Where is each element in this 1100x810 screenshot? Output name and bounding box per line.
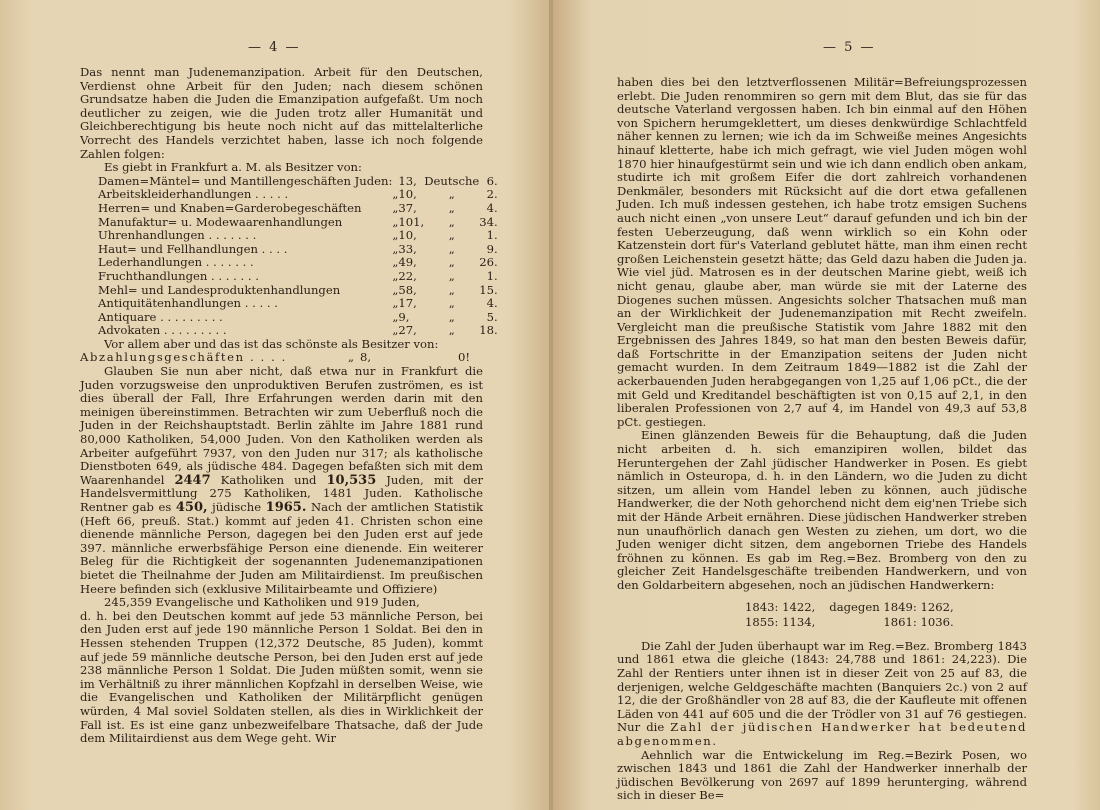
abz-deutsche: 0! <box>457 350 470 365</box>
ditto-mark: „ <box>392 323 399 338</box>
bold-number: 450, <box>175 500 208 515</box>
bold-number: 10,535 <box>326 472 377 488</box>
table-row <box>98 256 498 270</box>
intro-paragraph: Das nennt man Judenemanzipation. Arbeit für den Deutschen, Verdienst ohne Arbeit für den Juden; nach diesem schönen Grundsatze haben die Juden die Emanzipation aufgefaßt. Um noch deutlicher zu zeigen, wie die Juden trotz aller Humanität und Gleichberechtigung bis heute noch nicht auf das mittelalterliche Vorrecht des Handels verzichtet haben, lasse ich noch folgende Zahlen folgen: <box>80 65 483 161</box>
row-deutsche-label: „ <box>448 323 455 338</box>
row-name: Advokaten . . . . . . . . . <box>98 323 227 338</box>
row-deutsche-label: „ <box>448 255 455 270</box>
row-name: Haut= und Fellhandlungen . . . . <box>98 241 288 256</box>
row-deutsche: 6. <box>486 173 498 188</box>
paragraph-4: Aehnlich war die Entwickelung im Reg.=Bezirk Posen, wo zwischen 1843 und 1861 die Zahl der Handwerker innerhalb der jüdischen Bevölkerung von 2697 auf 1899 herunterging, während sich in dieser Be= <box>617 747 1027 803</box>
row-deutsche: 4. <box>486 296 498 311</box>
table-row <box>98 297 498 311</box>
paragraph-3: Die Zahl der Juden überhaupt war im Reg.=Bez. Bromberg 1843 und 1861 etwa die gleiche (1843: 24,788 und 1861: 24,223). Die Zahl der Rentiers unter ihnen ist in dieser Zeit von 25 auf 83, die derjenigen, welche Geldgeschäfte machten (Banquiers 2c.) von 2 auf 12, die der Großhändler von 28 auf 83, die der Kaufleute mit offenen Läden von 441 auf 605 und die der Trödler von 31 auf 76 gestiegen. Nur die Zahl der jüdischen Handwerker hat bedeutend abgenommen. <box>617 638 1027 748</box>
row-deutsche: 18. <box>479 323 498 338</box>
ditto-mark: „ <box>392 296 399 311</box>
ditto-mark: „ <box>392 241 399 256</box>
row-deutsche-label: „ <box>448 228 455 243</box>
row-deutsche: 1. <box>486 268 498 283</box>
census-row: 1843: 1422, dagegen 1849: 1262, <box>745 599 954 614</box>
row-name: Mehl= und Landesproduktenhandlungen <box>98 282 341 297</box>
row-juden: 101, <box>398 214 425 229</box>
census-row: 1855: 1134, 1861: 1036. <box>745 615 954 630</box>
table-row <box>98 229 498 243</box>
row-deutsche-label: „ <box>448 214 455 229</box>
row-deutsche: 9. <box>486 241 498 256</box>
abz-juden: 8, <box>360 350 372 365</box>
left-page-text <box>80 65 498 746</box>
table-row <box>98 202 498 216</box>
bold-number: 1965. <box>265 500 307 515</box>
business-owners-table <box>98 175 498 338</box>
ditto-mark: „ <box>392 255 399 270</box>
ditto-mark: „ <box>392 187 399 202</box>
row-deutsche: 4. <box>486 200 498 215</box>
row-juden: 37, <box>398 200 417 215</box>
table-row <box>98 243 498 257</box>
table-row <box>98 175 498 189</box>
row-name: Uhrenhandlungen . . . . . . . <box>98 228 257 243</box>
row-deutsche: 26. <box>479 255 498 270</box>
row-name: Lederhandlungen . . . . . . . <box>98 255 254 270</box>
paragraph-1: haben dies bei den letztverflossenen Militär=Befreiungsprozessen erlebt. Die Juden renommiren so gern mit dem Blut, das sie für das deutsche Vaterland vergossen haben. Ich bin einmal auf den Höhen von Spichern herumgeklettert, um dieses denkwürdige Schlachtfeld näher kennen zu lernen; wie ich da im Schweiße meines Angesichts hinauf kletterte, habe ich mich gefragt, wie viel Juden mögen wohl 1870 hier hinaufgestürmt sein und wie ich dann endlich oben ankam, studirte ich mit großem Eifer die dort zahlreich vorhandenen Denkmäler, besonders mit Rücksicht auf die dort etwa gefallenen Juden. Ich muß indessen gestehen, ich habe trotz emsigen Suchens auch nicht einen „von unsere Leut“ darauf gefunden und ich bin der festen Ueberzeugung, daß wenn wirklich so ein Kohn oder Katzenstein dort für's Vaterland geblutet hätte, man ihm einen recht großen Leichenstein gesetzt hätte; das Geld dazu haben die Juden ja. Wie viel jüd. Matrosen es in der deutschen Marine giebt, weiß ich nicht genau, glaube aber, man würde sie mit der Laterne des Diogenes suchen müssen. Angesichts solcher Thatsachen muß man an der Wirklichkeit der Judenemanzipation mit Recht zweifeln. Vergleicht man die preußische Statistik vom Jahre 1882 mit den Ergebnissen des Jahres 1849, so hat man den besten Beweis dafür, daß Fortschritte in der Emanzipation seitens der Juden nicht gemacht wurden. In dem Zeitraum 1849—1882 ist die Zahl der ackerbauenden Juden herabgegangen von 1,25 auf 1,06 pCt., die der mit Geld und Kreditandel beschäftigten ist von 0,15 auf 2,1, in den liberalen Professionen von 2,7 auf 4, im Handel von 49,3 auf 53,8 pCt. gestiegen. <box>617 75 1027 429</box>
row-deutsche: 5. <box>486 309 498 324</box>
abz-name: Abzahlungsgeschäften . . . . <box>80 350 287 365</box>
row-juden: 58, <box>398 282 417 297</box>
statistics-paragraph: Glauben Sie nun aber nicht, daß etwa nur in Frankfurt die Juden vorzugsweise den unproduktiven Berufen zuströmen, es ist dies überall der Fall, Ihre Erfahrungen werden darin mit den meinigen übereinstimmen. Betrachten wir zum Ueberfluß noch die Juden in der Reichshauptstadt. Berlin zählte im Jahre 1881 rund 80,000 Katholiken, 54,000 Juden. Von den Katholiken werden als Arbeiter aufgeführt 7937, von den Juden nur 317; als katholische Dienstboten 649, als jüdische 484. Dagegen befaßten sich mit dem Waarenhandel 2447 Katholiken und 10,535 Juden, mit der Handelsvermittlung 275 Katholiken, 1481 Juden. Katholische Rentner gab es 450, jüdische 1965. Nach der amtlichen Statistik (Heft 66, preuß. Stat.) kommt auf jeden 41. Christen schon eine dienende männliche Person, dagegen bei den Juden erst auf jede 397. männliche erwerbsfähige Person eine dienende. Ein weiterer Beleg für die Richtigkeit der sogenannten Judenemanzipationen bietet die Theilnahme der Juden am Militairdienst. Im preußischen Heere befinden sich (exklusive Militairbeamte und Offiziere) <box>80 364 484 596</box>
row-deutsche-label: „ <box>448 282 455 297</box>
page-number: — 5 — <box>823 40 876 55</box>
page-number: — 4 — <box>248 40 301 55</box>
row-deutsche-label: „ <box>448 187 455 202</box>
abzahlung-row: Abzahlungsgeschäften . . . . „ 8, 0! <box>80 350 470 365</box>
row-deutsche: 15. <box>479 282 498 297</box>
military-paragraph: d. h. bei den Deutschen kommt auf jede 53 männliche Person, bei den Juden erst auf jede 190 männliche Person 1 Soldat. Bei den in Hessen stehenden Truppen (12,372 Deutsche, 85 Juden), kommt auf jede 59 männliche deutsche Person, bei den Juden erst auf jede 238 männliche Person 1 Soldat. Die Juden müßten somit, wenn sie im Verhältniß zu ihrer männlichen Kopfzahl in derselben Weise, wie die Evangelischen und Katholiken der Militärpflicht genügen würden, 4 Mal soviel Soldaten stellen, als dies in Wirklichkeit der Fall ist. Es ist eine ganz unbezweifelbare Thatsache, daß der Jude dem Militairdienst aus dem Wege geht. Wir <box>80 608 483 746</box>
row-deutsche: 1. <box>486 228 498 243</box>
paragraph-2: Einen glänzenden Beweis für die Behauptung, daß die Juden nicht arbeiten d. h. sich emanzipiren wollen, bildet das Heruntergehen der Zahl jüdischer Handwerker in Posen. Es giebt nämlich in Osteuropa, d. h. in den Ländern, wo die Juden zu dicht sitzen, um allein vom Handel leben zu können, auch jüdische Handwerker, die der Noth gehorchend nicht dem eig'nen Triebe sich mit der Hände Arbeit ernähren. Diese jüdischen Handwerker streben nun unaufhörlich danach gen Westen zu ziehen, um dort, wo die Juden weniger dicht sitzen, dem angebornen Triebe des Handels fröhnen zu können. Es gab im Reg.=Bez. Bromberg von den zu gleicher Zeit Handelsgeschäfte treibenden Handwerkern, und von den Goldarbeitern abgesehen, noch an jüdischen Handwerkern: <box>617 428 1027 592</box>
row-deutsche-label: „ <box>448 200 455 215</box>
ditto-mark: „ <box>392 214 399 229</box>
row-name: Manufaktur= u. Modewaarenhandlungen <box>98 214 343 229</box>
table-row <box>98 311 498 325</box>
military-lead: 245,359 Evangelische und Katholiken und 919 Juden, <box>104 595 420 610</box>
bold-number: 2447 <box>174 472 211 488</box>
ditto-mark: „ <box>392 282 399 297</box>
spaced-emphasis: Zahl der jüdischen Handwerker hat bedeutend abgenommen. <box>617 720 1027 748</box>
row-deutsche: 34. <box>479 214 498 229</box>
ditto-mark: „ <box>392 309 399 324</box>
table-row <box>98 270 498 284</box>
row-juden: 17, <box>398 296 417 311</box>
row-deutsche-label: Deutsche <box>424 173 480 188</box>
ditto-mark: „ <box>392 228 399 243</box>
row-juden: 22, <box>398 268 417 283</box>
row-juden: 27, <box>398 323 417 338</box>
row-deutsche-label: „ <box>448 296 455 311</box>
census-table <box>737 599 962 632</box>
table-row <box>98 324 498 338</box>
right-page-text <box>617 76 1027 803</box>
row-name: Damen=Mäntel= und Mantillengeschäften Juden: <box>98 173 393 188</box>
row-deutsche-label: „ <box>448 241 455 256</box>
table-row <box>98 216 498 230</box>
row-name: Antiquare . . . . . . . . . <box>98 309 223 324</box>
row-juden: 10, <box>398 187 417 202</box>
table-intro: Es giebt in Frankfurt a. M. als Besitzer von: <box>104 160 362 175</box>
row-deutsche: 2. <box>486 187 498 202</box>
ditto-mark: „ <box>392 268 399 283</box>
row-juden: 13, <box>398 173 417 188</box>
row-deutsche-label: „ <box>448 309 455 324</box>
row-name: Fruchthandlungen . . . . . . . <box>98 268 259 283</box>
row-juden: 9, <box>398 309 410 324</box>
ditto-mark: „ <box>392 200 399 215</box>
right-page <box>553 0 1100 810</box>
row-juden: 33, <box>398 241 417 256</box>
table-row <box>98 284 498 298</box>
row-name: Arbeitskleiderhandlungen . . . . . <box>98 187 289 202</box>
row-name: Herren= und Knaben=Garderobegeschäften <box>98 200 362 215</box>
row-juden: 10, <box>398 228 417 243</box>
best-line: Vor allem aber und das ist das schönste als Besitzer von: <box>104 336 439 351</box>
row-name: Antiquitätenhandlungen . . . . . <box>98 296 278 311</box>
row-deutsche-label: „ <box>448 268 455 283</box>
table-row <box>98 188 498 202</box>
row-juden: 49, <box>398 255 417 270</box>
